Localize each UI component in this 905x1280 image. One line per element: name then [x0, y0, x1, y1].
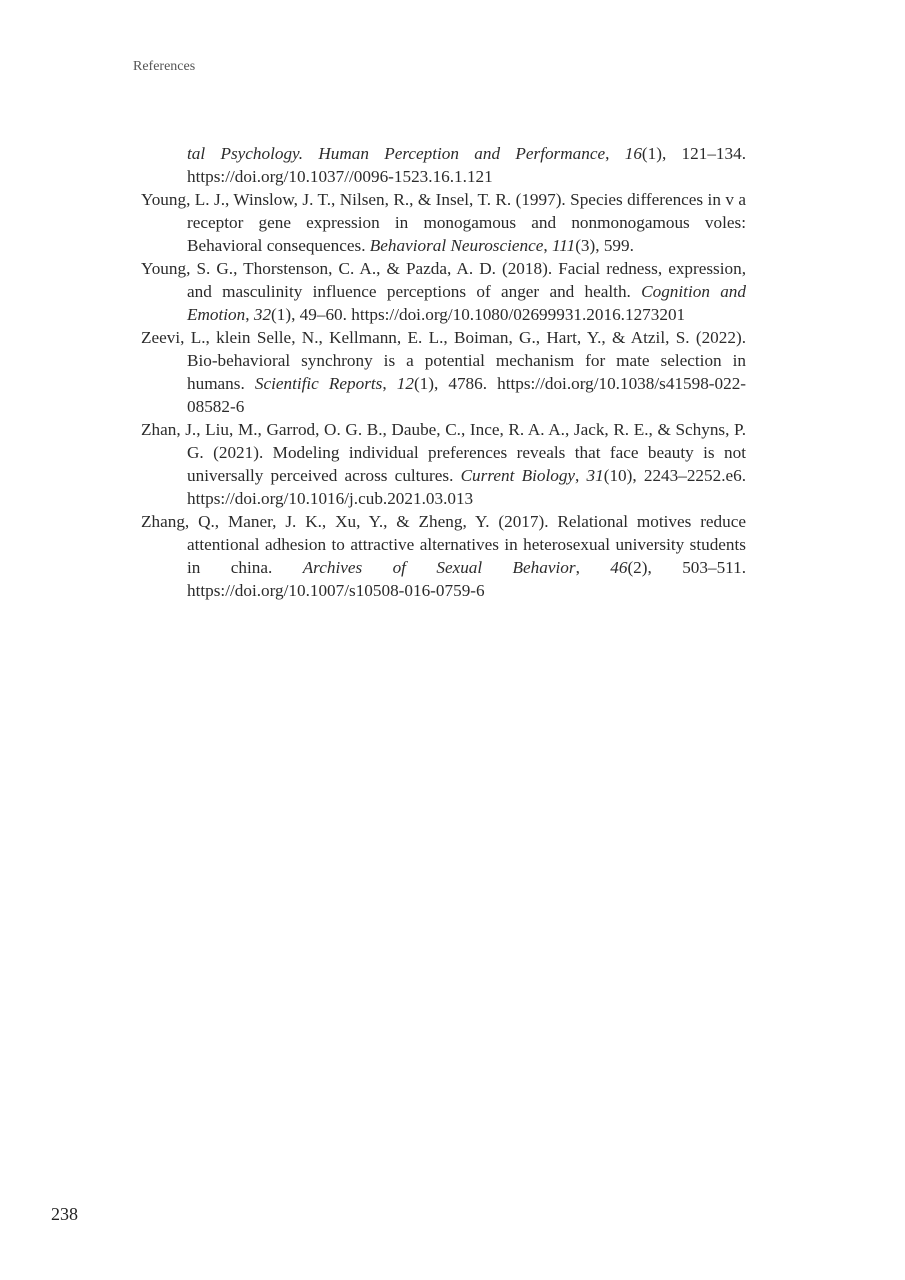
reference-entry [141, 257, 746, 326]
reference-list [141, 142, 746, 602]
reference-segment: 111 [551, 236, 576, 255]
reference-segment: Cognition and Emotion [187, 282, 746, 324]
reference-segment: 32 [253, 305, 272, 324]
reference-segment: , [575, 558, 611, 577]
reference-segment: (3), 599. [575, 236, 634, 255]
reference-segment: , [605, 144, 625, 163]
reference-segment: (2), 503–511. https://doi.org/10.1007/s10508-016-0759-6 [187, 558, 747, 600]
page-number: 238 [51, 1204, 78, 1224]
reference-segment: Young, L. J., Winslow, J. T., Nilsen, R., & Insel, T. R. (1997). Species differences in v a receptor gene expression in monogamous and nonmonogamous voles: Behavioral consequences. [141, 190, 746, 255]
reference-segment: 16 [624, 144, 642, 163]
reference-segment: 31 [586, 466, 604, 485]
reference-segment: (10), 2243–2252.e6. https://doi.org/10.1016/j.cub.2021.03.013 [187, 466, 747, 508]
reference-entry [141, 326, 746, 418]
reference-segment: , [543, 236, 552, 255]
reference-segment: 12 [396, 374, 414, 393]
reference-segment: Zhan, J., Liu, M., Garrod, O. G. B., Daube, C., Ince, R. A. A., Jack, R. E., & Schyns, P. G. (2021). Modeling individual preferences reveals that face beauty is not universally perceived across cultures. [141, 420, 746, 485]
reference-entry [141, 188, 746, 257]
reference-segment: 46 [610, 558, 628, 577]
reference-segment: (1), 121–134. https://doi.org/10.1037//0096-1523.16.1.121 [187, 144, 746, 186]
reference-segment: Zhang, Q., Maner, J. K., Xu, Y., & Zheng, Y. (2017). Relational motives reduce attentional adhesion to attractive alternatives in heterosexual university students in china. [141, 512, 746, 577]
reference-segment: tal Psychology. Human Perception and Performance [187, 144, 606, 163]
reference-segment: , [575, 466, 587, 485]
reference-entry [141, 418, 746, 510]
reference-segment: Zeevi, L., klein Selle, N., Kellmann, E. L., Boiman, G., Hart, Y., & Atzil, S. (2022). Bio-behavioral synchrony is a potential mechanism for mate selection in humans. [141, 328, 746, 393]
reference-segment: , [382, 374, 397, 393]
reference-entry [141, 510, 746, 602]
running-head: References [133, 59, 196, 74]
reference-segment: Archives of Sexual Behavior [302, 558, 576, 577]
reference-segment: Behavioral Neuroscience [369, 236, 544, 255]
reference-segment: (1), 49–60. https://doi.org/10.1080/02699931.2016.1273201 [271, 305, 686, 324]
reference-entry-continued [141, 142, 746, 188]
reference-segment: , [245, 305, 254, 324]
reference-segment: (1), 4786. https://doi.org/10.1038/s41598-022-08582-6 [187, 374, 747, 416]
reference-segment: Scientific Reports [254, 374, 383, 393]
reference-segment: Young, S. G., Thorstenson, C. A., & Pazda, A. D. (2018). Facial redness, expression, and masculinity influence perceptions of anger and health. [141, 259, 746, 301]
reference-segment: Current Biology [460, 466, 576, 485]
